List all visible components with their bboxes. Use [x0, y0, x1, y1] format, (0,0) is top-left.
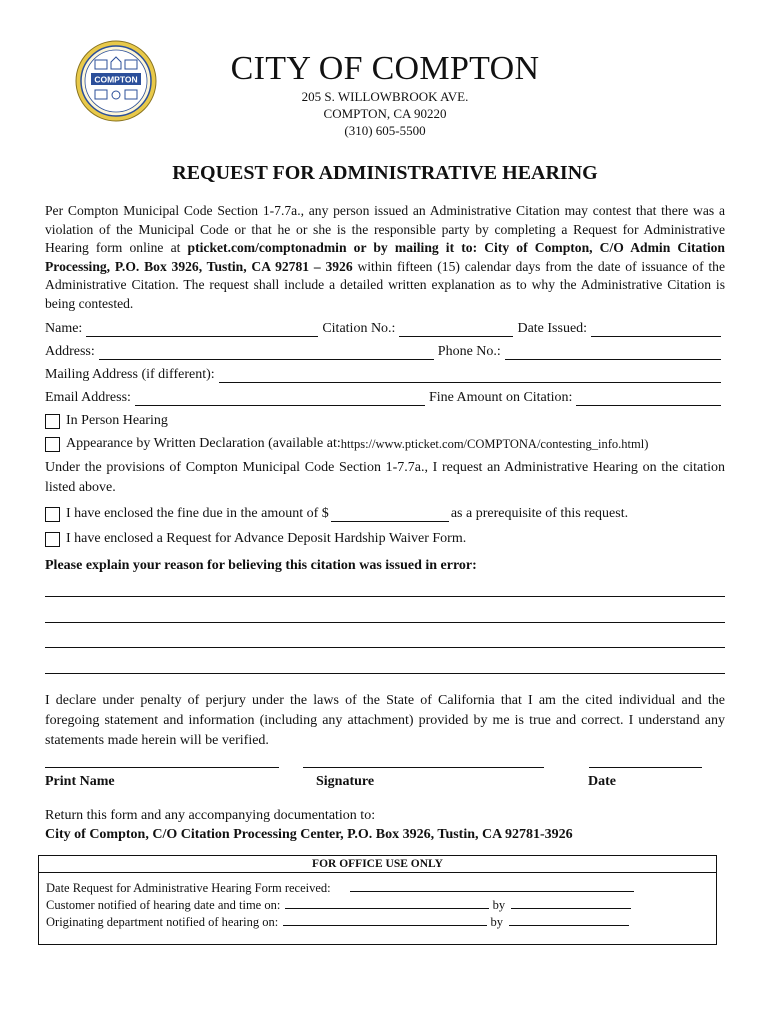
address-label: Address:: [45, 344, 95, 359]
return-instructions: Return this form and any accompanying documentation to:: [45, 808, 376, 823]
email-fine-row: [45, 390, 725, 406]
waiver-checkbox[interactable]: [45, 532, 60, 547]
office-department-by: by: [490, 915, 503, 929]
city-name: CITY OF COMPTON: [230, 50, 540, 87]
return-address: City of Compton, C/O Citation Processing Center, P.O. Box 3926, Tustin, CA 92781-3926: [45, 827, 573, 842]
seal-lettering: COMPTON: [94, 74, 138, 85]
email-field[interactable]: [135, 393, 425, 406]
office-customer-by: by: [492, 898, 506, 912]
print-name-line[interactable]: [45, 767, 279, 768]
explanation-line-3[interactable]: [45, 647, 725, 648]
explanation-line-4[interactable]: [45, 673, 725, 674]
citation-no-field[interactable]: [399, 324, 513, 337]
city-phone: (310) 605-5500: [344, 123, 426, 138]
in-person-checkbox[interactable]: [45, 414, 60, 429]
fine-amount-label: Fine Amount on Citation:: [428, 390, 573, 405]
name-citation-row: [45, 321, 725, 337]
office-received-label: Date Request for Administrative Hearing Form received:: [46, 881, 331, 895]
office-received-field[interactable]: [350, 881, 634, 892]
in-person-option: [45, 413, 725, 429]
office-department-by-field[interactable]: [509, 915, 629, 926]
waiver-option: [45, 531, 725, 547]
name-field[interactable]: [86, 324, 318, 337]
office-use-heading: FOR OFFICE USE ONLY: [39, 856, 716, 873]
explain-prompt: Please explain your reason for believing this citation was issued in error:: [45, 558, 477, 573]
in-person-label: In Person Hearing: [66, 413, 168, 428]
provisions-paragraph: Under the provisions of Compton Municipal Code Section 1-7.7a., I request an Administrative Hearing on the citation listed above.: [45, 460, 725, 495]
city-address-line1: 205 S. WILLOWBROOK AVE.: [301, 89, 469, 104]
mailing-address-label: Mailing Address (if different):: [45, 367, 215, 382]
date-issued-label: Date Issued:: [517, 321, 588, 336]
intro-paragraph: Per Compton Municipal Code Section 1-7.7a., any person issued an Administrative Citation may contest that there was a violation of the Municipal Code or that he or she is the responsible party by completing a Request for Administrative Hearing form online at pticket.com/comptonadmin or by mailing it to: City of Compton, C/O Admin Citation Processing, P.O. Box 3926, Tustin, CA 92781 – 3926 within fifteen (15) calendar days from the date of issuance of the Administrative Citation. The request shall include a detailed written explanation as to why the Administrative Citation is being contested.: [45, 203, 725, 311]
explanation-line-2[interactable]: [45, 622, 725, 623]
address-phone-row: [45, 344, 725, 360]
intro-mailing-instructions: pticket.com/comptonadmin or by mailing it to: City of Compton, C/O Admin Citation Processing, P.O. Box 3926, Tustin, CA 92781 – 3926: [45, 240, 725, 274]
office-department-row: [46, 915, 629, 930]
office-customer-by-field[interactable]: [511, 898, 631, 909]
date-line[interactable]: [589, 767, 702, 768]
fine-amount-field[interactable]: [576, 393, 721, 406]
written-declaration-option: [45, 436, 725, 452]
written-declaration-checkbox[interactable]: [45, 437, 60, 452]
office-use-box: [38, 855, 717, 945]
citation-no-label: Citation No.:: [322, 321, 396, 336]
office-received-row: [46, 881, 634, 896]
date-issued-field[interactable]: [591, 324, 721, 337]
written-declaration-url[interactable]: https://www.pticket.com/COMPTONA/contesting_info.html): [340, 437, 649, 451]
mailing-address-field[interactable]: [219, 370, 721, 383]
signature-label: Signature: [316, 774, 375, 789]
signature-line[interactable]: [303, 767, 544, 768]
waiver-label: I have enclosed a Request for Advance Deposit Hardship Waiver Form.: [66, 531, 467, 546]
office-department-date-field[interactable]: [283, 915, 487, 926]
declaration-paragraph: I declare under penalty of perjury under the laws of the State of California that I am the cited individual and the foregoing statement and information (including any attachment) provided by me is true and correct. I understand any statements made herein will be verified.: [45, 693, 725, 748]
fine-enclosed-amount-field[interactable]: [331, 509, 449, 522]
office-customer-date-field[interactable]: [285, 898, 489, 909]
office-customer-row: [46, 898, 631, 913]
fine-enclosed-label: I have enclosed the fine due in the amount of $: [66, 506, 329, 521]
name-label: Name:: [45, 321, 83, 336]
fine-enclosed-checkbox[interactable]: [45, 507, 60, 522]
fine-enclosed-option: [45, 506, 725, 522]
address-field[interactable]: [99, 347, 434, 360]
form-title: REQUEST FOR ADMINISTRATIVE HEARING: [172, 162, 598, 184]
explanation-line-1[interactable]: [45, 596, 725, 597]
city-address-line2: COMPTON, CA 90220: [323, 106, 447, 121]
print-name-label: Print Name: [45, 774, 115, 789]
office-department-label: Originating department notified of hearing on:: [46, 915, 279, 929]
mailing-address-row: [45, 367, 725, 383]
office-customer-label: Customer notified of hearing date and time on:: [46, 898, 281, 912]
phone-no-field[interactable]: [505, 347, 721, 360]
date-label: Date: [588, 774, 616, 789]
fine-enclosed-suffix: as a prerequisite of this request.: [450, 506, 629, 521]
phone-no-label: Phone No.:: [437, 344, 501, 359]
email-label: Email Address:: [45, 390, 131, 405]
written-declaration-label: Appearance by Written Declaration (available at:: [66, 436, 341, 451]
